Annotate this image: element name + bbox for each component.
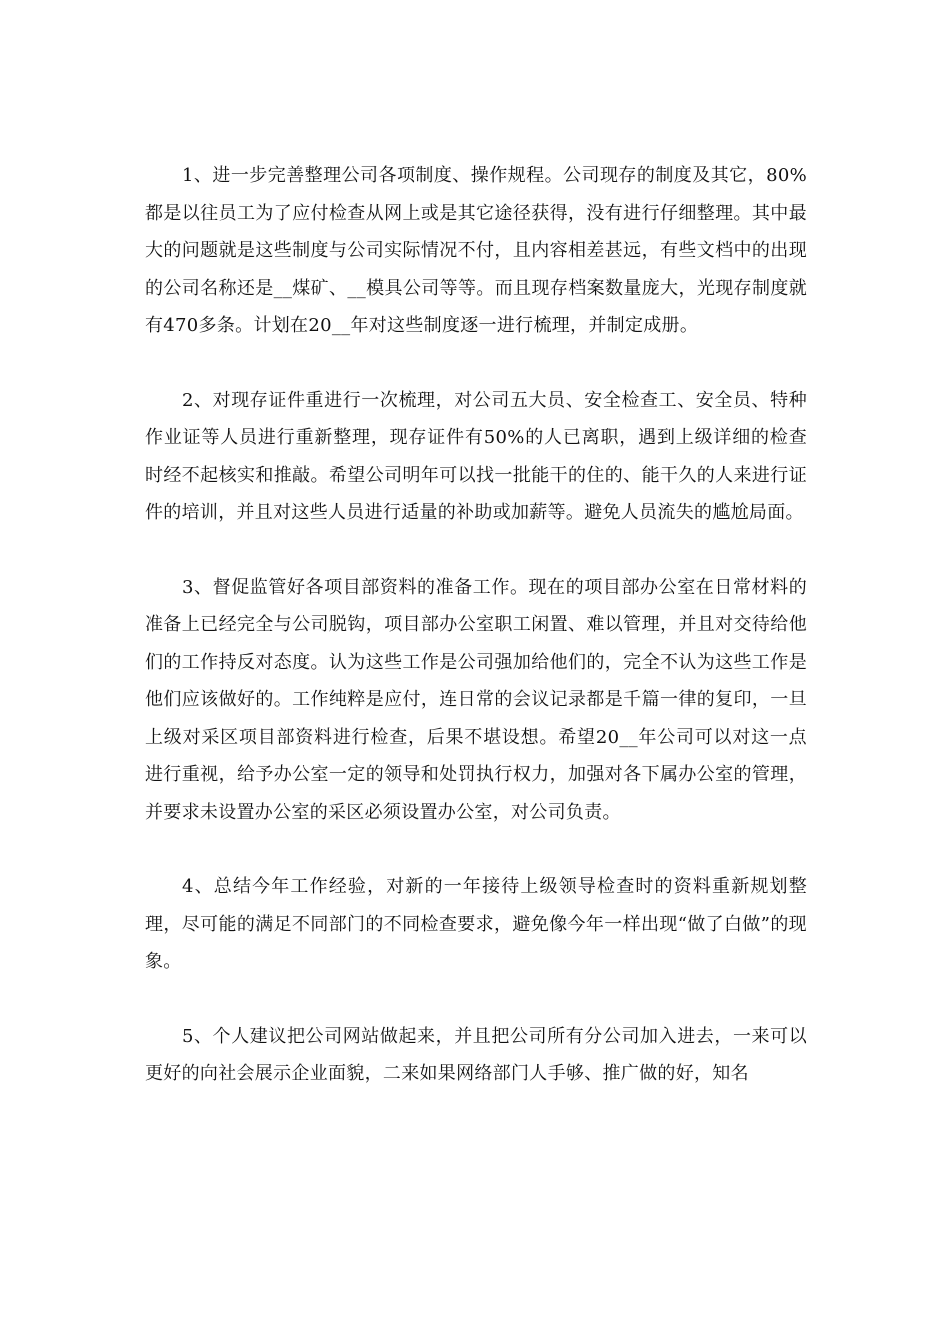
document-body <box>145 157 807 1130</box>
paragraph-4: 4、总结今年工作经验，对新的一年接待上级领导检查时的资料重新规划整理，尽可能的满足不同部门的不同检查要求，避免像今年一样出现“做了白做”的现象。 <box>145 876 807 972</box>
paragraph-3: 3、督促监管好各项目部资料的准备工作。现在的项目部办公室在日常材料的准备上已经完全与公司脱钩，项目部办公室职工闲置、难以管理，并且对交待给他们的工作持反对态度。认为这些工作是公司强加给他们的，完全不认为这些工作是他们应该做好的。工作纯粹是应付，连日常的会议记录都是千篇一律的复印，一旦上级对采区项目部资料进行检查，后果不堪设想。希望20__年公司可以对这一点进行重视，给予办公室一定的领导和处罚执行权力，加强对各下属办公室的管理，并要求未设置办公室的采区必须设置办公室，对公司负责。 <box>145 576 807 823</box>
paragraph-5: 5、个人建议把公司网站做起来，并且把公司所有分公司加入进去，一来可以更好的向社会展示企业面貌，二来如果网络部门人手够、推广做的好，知名 <box>145 1025 807 1084</box>
paragraph-1: 1、进一步完善整理公司各项制度、操作规程。公司现存的制度及其它，80%都是以往员工为了应付检查从网上或是其它途径获得，没有进行仔细整理。其中最大的问题就是这些制度与公司实际情况不付，且内容相差甚远，有些文档中的出现的公司名称还是__煤矿、__模具公司等等。而且现存档案数量庞大，光现存制度就有470多条。计划在20__年对这些制度逐一进行梳理，并制定成册。 <box>145 165 807 336</box>
paragraph-2: 2、对现存证件重进行一次梳理，对公司五大员、安全检查工、安全员、特种作业证等人员进行重新整理，现存证件有50%的人已离职，遇到上级详细的检查时经不起核实和推敲。希望公司明年可以找一批能干的住的、能干久的人来进行证件的培训，并且对这些人员进行适量的补助或加薪等。避免人员流失的尴尬局面。 <box>145 389 807 523</box>
